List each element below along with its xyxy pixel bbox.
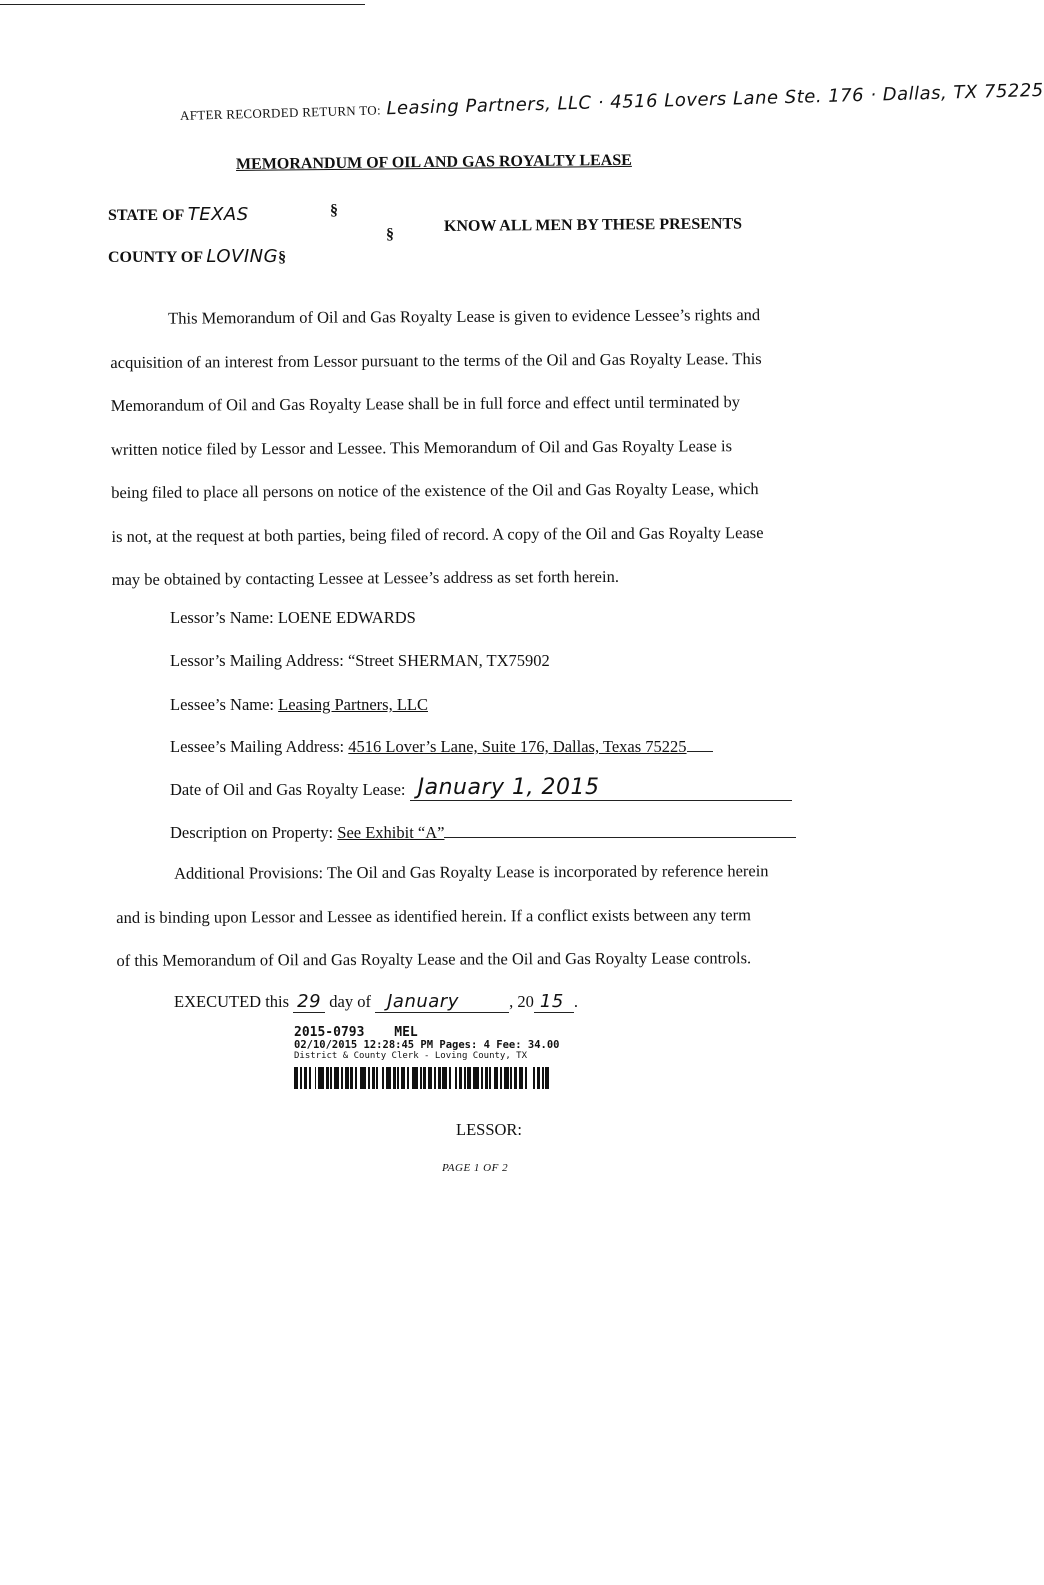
return-to-line xyxy=(180,80,1044,125)
lessor-address-value: “Street SHERMAN, TX75902 xyxy=(347,651,550,670)
stamp-clerk: District & County Clerk - Loving County, TX xyxy=(294,1051,527,1061)
property-value: See Exhibit “A” xyxy=(337,823,445,842)
stamp-timestamp: 02/10/2015 12:28:45 PM Pages: 4 Fee: 34.00 xyxy=(294,1039,560,1051)
year-value: 15 xyxy=(539,991,564,1012)
day-of-label: day of xyxy=(329,992,371,1011)
lessor-name-label: Lessor’s Name: xyxy=(170,608,274,627)
body-line: may be obtained by contacting Lessee at Lessee’s address as set forth herein. xyxy=(111,566,619,589)
top-scan-line xyxy=(0,4,365,5)
executed-label: EXECUTED this xyxy=(174,992,290,1011)
provisions-line: Additional Provisions: The Oil and Gas Royalty Lease is incorporated by reference herein xyxy=(174,861,769,883)
additional-provisions xyxy=(116,849,769,982)
executed-row xyxy=(174,992,578,1013)
lease-date-blank xyxy=(410,775,792,801)
instrument-type: MEL xyxy=(394,1025,418,1040)
provisions-line: of this Memorandum of Oil and Gas Royalty Lease and the Oil and Gas Royalty Lease controls. xyxy=(116,948,752,970)
lessor-name-value: LOENE EDWARDS xyxy=(277,608,416,627)
lessee-address-row xyxy=(170,737,713,757)
day-value: 29 xyxy=(297,991,322,1012)
section-mark-1: § xyxy=(330,202,338,219)
lessee-name-row xyxy=(170,695,428,715)
body-line: Memorandum of Oil and Gas Royalty Lease shall be in full force and effect until terminated by xyxy=(110,392,740,415)
body-line: This Memorandum of Oil and Gas Royalty Lease is given to evidence Lessee’s rights and xyxy=(168,305,761,328)
month-blank xyxy=(375,992,509,1013)
return-label: AFTER RECORDED RETURN TO: xyxy=(179,102,382,123)
barcode xyxy=(294,1067,710,1089)
day-blank xyxy=(293,992,325,1013)
recording-stamp xyxy=(294,1026,710,1089)
body-line: acquisition of an interest from Lessor pursuant to the terms of the Oil and Gas Royalty Lease. This xyxy=(110,348,762,372)
executed-period: . xyxy=(573,992,578,1011)
blank-line xyxy=(687,751,713,752)
lessor-signature-label: LESSOR: xyxy=(456,1120,523,1139)
state-label: STATE OF xyxy=(108,207,184,224)
know-all-men: KNOW ALL MEN BY THESE PRESENTS xyxy=(443,215,743,235)
section-mark-2: § xyxy=(386,226,394,243)
body-line: is not, at the request at both parties, being filed of record. A copy of the Oil and Gas Royalty Lease xyxy=(111,522,764,546)
year-blank xyxy=(534,992,574,1013)
month-value: January xyxy=(387,991,459,1012)
body-line: being filed to place all persons on notice of the existence of the Oil and Gas Royalty Lease, which xyxy=(111,479,759,502)
lessor-address-row xyxy=(170,651,550,671)
county-value: LOVING xyxy=(206,246,279,267)
blank-line xyxy=(444,837,796,838)
lease-date-label: Date of Oil and Gas Royalty Lease: xyxy=(170,780,406,799)
section-mark-3: § xyxy=(278,249,287,266)
lessee-name-label: Lessee’s Name: xyxy=(170,695,275,714)
page-number: PAGE 1 OF 2 xyxy=(442,1162,509,1174)
state-line xyxy=(108,204,249,225)
state-value: TEXAS xyxy=(187,204,249,225)
lessee-address-value: 4516 Lover’s Lane, Suite 176, Dallas, Texas 75225 xyxy=(348,737,687,756)
county-line xyxy=(108,246,286,267)
property-label: Description on Property: xyxy=(170,823,334,842)
provisions-line: and is binding upon Lessor and Lessee as identified herein. If a conflict exists between any term xyxy=(116,904,751,927)
instrument-number: 2015-0793 xyxy=(294,1025,365,1040)
county-label: COUNTY OF xyxy=(108,249,203,266)
lessee-name-value: Leasing Partners, LLC xyxy=(278,695,428,714)
body-paragraph xyxy=(110,293,764,601)
document-title: MEMORANDUM OF OIL AND GAS ROYALTY LEASE xyxy=(235,151,632,173)
lease-date-row xyxy=(170,775,792,801)
barcode-bar xyxy=(549,1067,551,1089)
lease-date-value: January 1, 2015 xyxy=(417,775,600,800)
property-row xyxy=(170,823,796,843)
year-prefix: , 20 xyxy=(509,992,534,1011)
lessor-address-label: Lessor’s Mailing Address: xyxy=(170,651,344,670)
body-line: written notice filed by Lessor and Lessee. This Memorandum of Oil and Gas Royalty Lease is xyxy=(110,435,733,459)
lessor-name-row xyxy=(170,608,416,628)
return-address: Leasing Partners, LLC · 4516 Lovers Lane Ste. 176 · Dallas, TX 75225 xyxy=(386,79,1044,120)
lessee-address-label: Lessee’s Mailing Address: xyxy=(170,737,345,756)
